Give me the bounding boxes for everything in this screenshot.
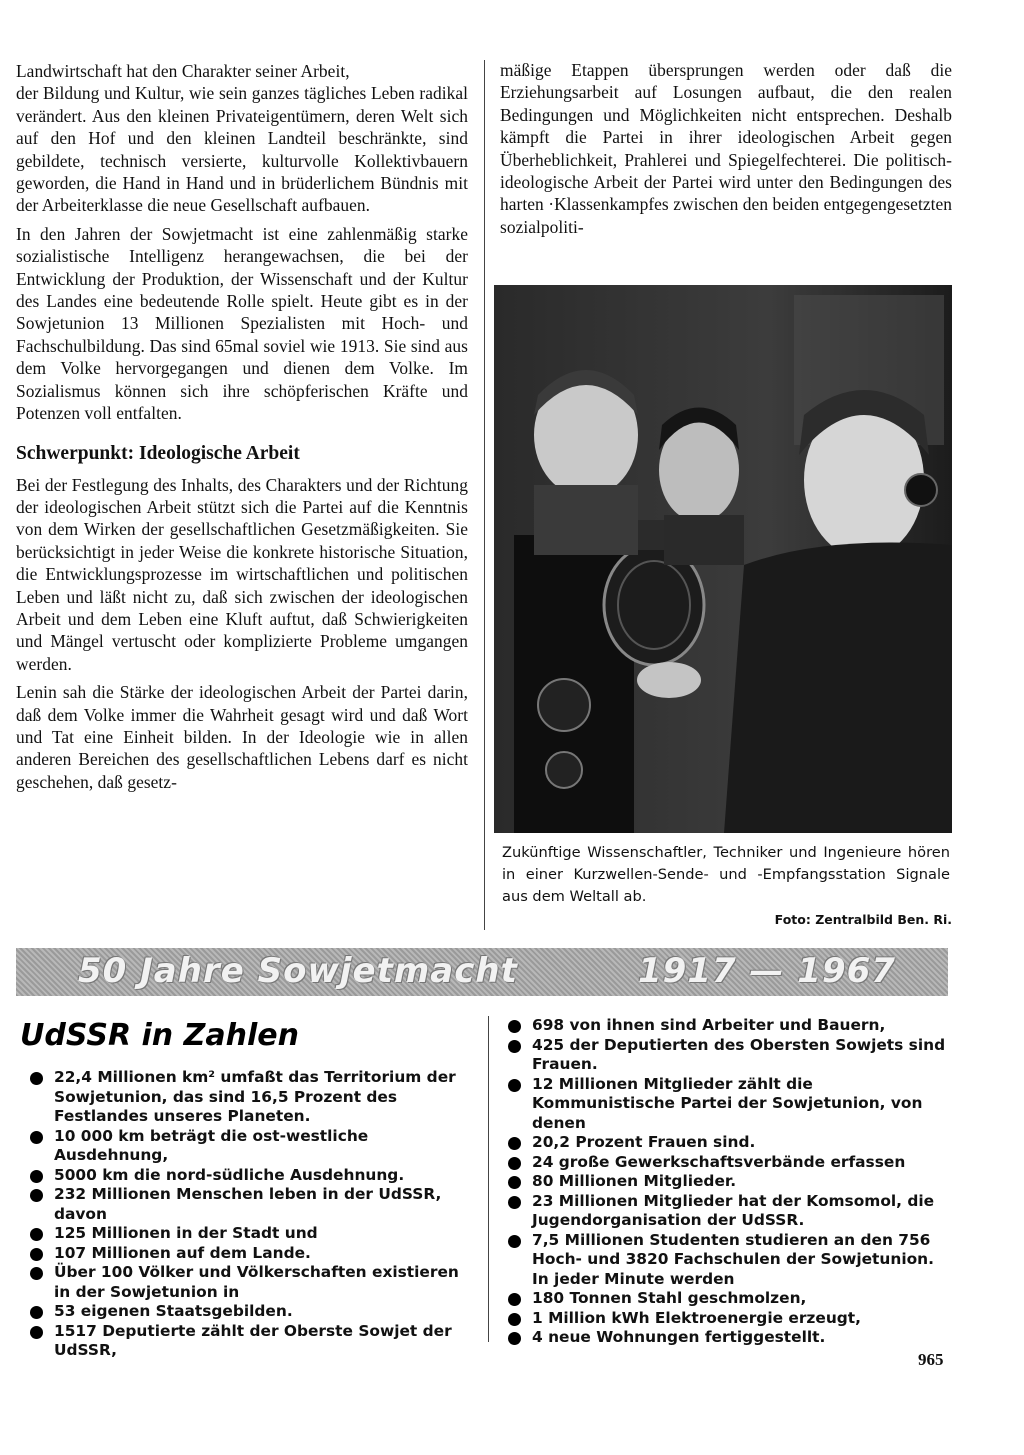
- column-divider: [484, 60, 485, 930]
- fact-item: 4 neue Wohnungen fertiggestellt.: [506, 1328, 954, 1348]
- facts-subheading: In jeder Minute werden: [532, 1269, 735, 1288]
- fact-item: 10 000 km beträgt die ost-westliche Ausdehnung,: [28, 1127, 478, 1166]
- left-paragraph-1: Landwirtschaft hat den Charakter seiner Arbeit, der Bildung und Kultur, wie sein ganzes tägliches Leben radikal verändert. Aus den kleinen Privateigentümern, deren Welt sich auf den Hof und den kleinen Landteil beschränkte, sind gebildete, technisch versierte, kulturvolle Kollektivbauern geworden, die Hand in Hand und in brüderlichem Bündnis mit der Arbeiterklasse die neue Gesellschaft aufbauen.: [16, 61, 468, 216]
- fact-item: 22,4 Millionen km² umfaßt das Territorium der Sowjetunion, das sind 16,5 Prozent des Festlandes unseres Planeten.: [28, 1068, 478, 1127]
- fact-item: 23 Millionen Mitglieder hat der Komsomol, die Jugendorganisation der UdSSR.: [506, 1192, 954, 1231]
- fact-item: 12 Millionen Mitglieder zählt die Kommunistische Partei der Sowjetunion, von denen: [506, 1075, 954, 1134]
- fact-item: 125 Millionen in der Stadt und: [28, 1224, 478, 1244]
- banner-years: 1917 — 1967: [638, 951, 896, 991]
- facts-list-left: [28, 1068, 478, 1361]
- left-paragraph-4: Lenin sah die Stärke der ideologischen Arbeit der Partei darin, daß dem Volke immer die Wahrheit gesagt wird und daß Wort und Tat eine Einheit bilden. In der Ideologie wie in allen anderen Bereichen des gesellschaftlichen Lebens darf es nicht geschehen, daß gesetz-: [16, 682, 468, 792]
- left-paragraph-3: Bei der Festlegung des Inhalts, des Charakters und der Richtung der ideologischen Arbeit stützt sich die Partei auf die Kenntnis von dem Wirken der gesellschaftlichen Gesetzmäßigkeiten. Sie berücksichtigt in jeder Weise die konkrete historische Situation, die Entwicklungsprozesse im wirtschaftlichen und politischen Leben und läßt nicht zu, daß sich zwischen der ideologischen Arbeit und dem Leben eine Kluft auftut, daß Schwierigkeiten und Mängel vertuscht oder komplizierte Probleme umgangen werden.: [16, 474, 468, 674]
- photo-illustration: [494, 285, 952, 833]
- fact-item: 107 Millionen auf dem Lande.: [28, 1244, 478, 1264]
- anniversary-banner: [16, 948, 948, 996]
- right-paragraph-1: mäßige Etappen übersprungen werden oder daß die Erziehungsarbeit auf Losungen aufbaut, die den realen Bedingungen und Möglichkeiten nicht entsprechen. Deshalb kämpft die Partei in ihrer ideologischen Arbeit gegen Überheblichkeit, Prahlerei und Spiegelfechterei. Die politisch-ideologische Arbeit der Partei wird unter den Bedingungen des harten ·Klassenkampfes zwischen den beiden entgegengesetzten sozialpoliti-: [500, 60, 952, 237]
- banner-title: 50 Jahre Sowjetmacht: [78, 951, 518, 991]
- fact-item: 232 Millionen Menschen leben in der UdSSR, davon: [28, 1185, 478, 1224]
- fact-item: 53 eigenen Staatsgebilden.: [28, 1302, 478, 1322]
- fact-item: 180 Tonnen Stahl geschmolzen,: [506, 1289, 954, 1309]
- facts-divider: [488, 1016, 489, 1342]
- radio-station-photo: [494, 285, 952, 833]
- fact-item: 24 große Gewerkschaftsverbände erfassen: [506, 1153, 954, 1173]
- fact-item: 80 Millionen Mitglieder.: [506, 1172, 954, 1192]
- photo-credit: Foto: Zentralbild Ben. Ri.: [774, 912, 952, 927]
- page-number: 965: [918, 1350, 944, 1369]
- facts-title: UdSSR in Zahlen: [20, 1018, 299, 1053]
- fact-item: 1 Million kWh Elektroenergie erzeugt,: [506, 1309, 954, 1329]
- fact-item: 425 der Deputierten des Obersten Sowjets sind Frauen.: [506, 1036, 954, 1075]
- fact-item: 20,2 Prozent Frauen sind.: [506, 1133, 954, 1153]
- left-paragraph-2: In den Jahren der Sowjetmacht ist eine zahlenmäßig starke sozialistische Intelligenz herangewachsen, die bei der Entwicklung der Produktion, der Wissenschaft und der Kultur des Landes eine bedeutende Rolle spielt. Heute gibt es in der Sowjetunion 13 Millionen Spezialisten mit Hoch- und Fachschulbildung. Das sind 65mal soviel wie 1913. Sie sind aus dem Volke hervorgegangen und dienen dem Volke. Im Sozialismus können sich ihre schöpferischen Kräfte und Potenzen voll entfalten.: [16, 223, 468, 424]
- facts-list-right: [506, 1016, 954, 1348]
- fact-item: 7,5 Millionen Studenten studieren an den 756 Hoch- und 3820 Fachschulen der Sowjetunion.: [506, 1231, 954, 1270]
- photo-caption: Zukünftige Wissenschaftler, Techniker und Ingenieure hören in einer Kurzwellen-Sende- und -Empfangsstation Signale aus dem Weltall ab.: [502, 844, 950, 905]
- section-heading: Schwerpunkt: Ideologische Arbeit: [16, 442, 300, 464]
- fact-item: 698 von ihnen sind Arbeiter und Bauern,: [506, 1016, 954, 1036]
- fact-item: 5000 km die nord-südliche Ausdehnung.: [28, 1166, 478, 1186]
- left-text-column: [16, 60, 468, 799]
- fact-item: Über 100 Völker und Völkerschaften existieren in der Sowjetunion in: [28, 1263, 478, 1302]
- fact-item: 1517 Deputierte zählt der Oberste Sowjet der UdSSR,: [28, 1322, 478, 1361]
- right-text-column: [500, 59, 952, 244]
